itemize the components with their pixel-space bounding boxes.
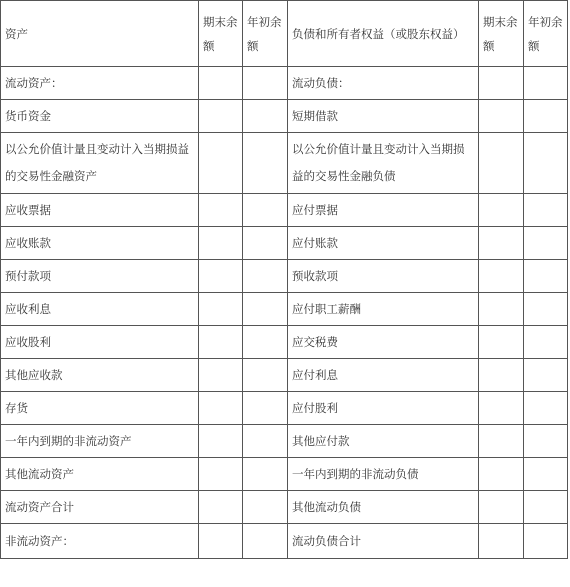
liability-period-end-cell [479, 133, 524, 194]
table-row [1, 458, 568, 491]
asset-year-begin-cell [243, 425, 288, 458]
asset-period-end-cell [199, 524, 243, 559]
liability-year-begin-cell [524, 100, 568, 133]
asset-year-begin-cell [243, 293, 288, 326]
liability-year-begin-cell [524, 293, 568, 326]
liability-item-label: 应付账款 [288, 227, 479, 260]
asset-year-begin-cell [243, 260, 288, 293]
asset-year-begin-cell [243, 133, 288, 194]
header-period-end: 期末余额 [199, 1, 243, 67]
table-row [1, 392, 568, 425]
liability-period-end-cell [479, 392, 524, 425]
liability-period-end-cell [479, 227, 524, 260]
asset-year-begin-cell [243, 491, 288, 524]
table-row [1, 227, 568, 260]
header-liabilities-equity: 负债和所有者权益（或股东权益） [288, 1, 479, 67]
liability-item-label: 预收款项 [288, 260, 479, 293]
asset-period-end-cell [199, 293, 243, 326]
asset-period-end-cell [199, 458, 243, 491]
liability-period-end-cell [479, 194, 524, 227]
asset-item-label: 货币资金 [1, 100, 199, 133]
liability-item-label: 以公允价值计量且变动计入当期损益的交易性金融负债 [288, 133, 479, 194]
liability-item-label: 应付票据 [288, 194, 479, 227]
asset-item-label: 一年内到期的非流动资产 [1, 425, 199, 458]
liability-item-label: 应交税费 [288, 326, 479, 359]
table-row [1, 491, 568, 524]
asset-item-label: 预付款项 [1, 260, 199, 293]
liability-period-end-cell [479, 293, 524, 326]
table-row [1, 260, 568, 293]
asset-year-begin-cell [243, 194, 288, 227]
table-row [1, 293, 568, 326]
liability-period-end-cell [479, 524, 524, 559]
asset-item-label: 非流动资产： [1, 524, 199, 559]
liability-item-label: 应付利息 [288, 359, 479, 392]
asset-period-end-cell [199, 359, 243, 392]
liability-item-label: 一年内到期的非流动负债 [288, 458, 479, 491]
liability-year-begin-cell [524, 67, 568, 100]
liability-item-label: 应付职工薪酬 [288, 293, 479, 326]
header-year-begin-2: 年初余额 [524, 1, 568, 67]
liability-year-begin-cell [524, 359, 568, 392]
asset-item-label: 应收利息 [1, 293, 199, 326]
liability-item-label: 其他流动负债 [288, 491, 479, 524]
table-row [1, 133, 568, 194]
header-row [1, 1, 568, 67]
table-row [1, 425, 568, 458]
asset-item-label: 存货 [1, 392, 199, 425]
liability-period-end-cell [479, 458, 524, 491]
liability-year-begin-cell [524, 133, 568, 194]
table-row [1, 359, 568, 392]
asset-item-label: 流动资产合计 [1, 491, 199, 524]
asset-item-label: 应收股利 [1, 326, 199, 359]
liability-year-begin-cell [524, 227, 568, 260]
asset-item-label: 其他应收款 [1, 359, 199, 392]
asset-year-begin-cell [243, 458, 288, 491]
header-year-begin: 年初余额 [243, 1, 288, 67]
liability-year-begin-cell [524, 524, 568, 559]
asset-item-label: 应收账款 [1, 227, 199, 260]
header-period-end-2: 期末余额 [479, 1, 524, 67]
asset-period-end-cell [199, 133, 243, 194]
liability-period-end-cell [479, 67, 524, 100]
table-row [1, 524, 568, 559]
asset-year-begin-cell [243, 227, 288, 260]
asset-year-begin-cell [243, 392, 288, 425]
liability-period-end-cell [479, 260, 524, 293]
liability-year-begin-cell [524, 326, 568, 359]
liability-item-label: 流动负债： [288, 67, 479, 100]
table-row [1, 67, 568, 100]
asset-item-label: 应收票据 [1, 194, 199, 227]
liability-year-begin-cell [524, 194, 568, 227]
asset-year-begin-cell [243, 524, 288, 559]
liability-period-end-cell [479, 425, 524, 458]
liability-period-end-cell [479, 100, 524, 133]
asset-period-end-cell [199, 227, 243, 260]
table-row [1, 194, 568, 227]
asset-year-begin-cell [243, 100, 288, 133]
liability-period-end-cell [479, 491, 524, 524]
liability-period-end-cell [479, 326, 524, 359]
asset-year-begin-cell [243, 67, 288, 100]
liability-year-begin-cell [524, 425, 568, 458]
asset-period-end-cell [199, 491, 243, 524]
asset-period-end-cell [199, 326, 243, 359]
asset-period-end-cell [199, 67, 243, 100]
asset-period-end-cell [199, 392, 243, 425]
liability-year-begin-cell [524, 491, 568, 524]
liability-item-label: 应付股利 [288, 392, 479, 425]
liability-year-begin-cell [524, 260, 568, 293]
asset-item-label: 其他流动资产 [1, 458, 199, 491]
liability-item-label: 流动负债合计 [288, 524, 479, 559]
asset-period-end-cell [199, 100, 243, 133]
asset-period-end-cell [199, 194, 243, 227]
liability-year-begin-cell [524, 392, 568, 425]
asset-item-label: 以公允价值计量且变动计入当期损益的交易性金融资产 [1, 133, 199, 194]
liability-year-begin-cell [524, 458, 568, 491]
liability-period-end-cell [479, 359, 524, 392]
liability-item-label: 其他应付款 [288, 425, 479, 458]
asset-year-begin-cell [243, 359, 288, 392]
table-row [1, 100, 568, 133]
table-row [1, 326, 568, 359]
asset-year-begin-cell [243, 326, 288, 359]
header-assets: 资产 [1, 1, 199, 67]
asset-item-label: 流动资产： [1, 67, 199, 100]
asset-period-end-cell [199, 425, 243, 458]
asset-period-end-cell [199, 260, 243, 293]
liability-item-label: 短期借款 [288, 100, 479, 133]
